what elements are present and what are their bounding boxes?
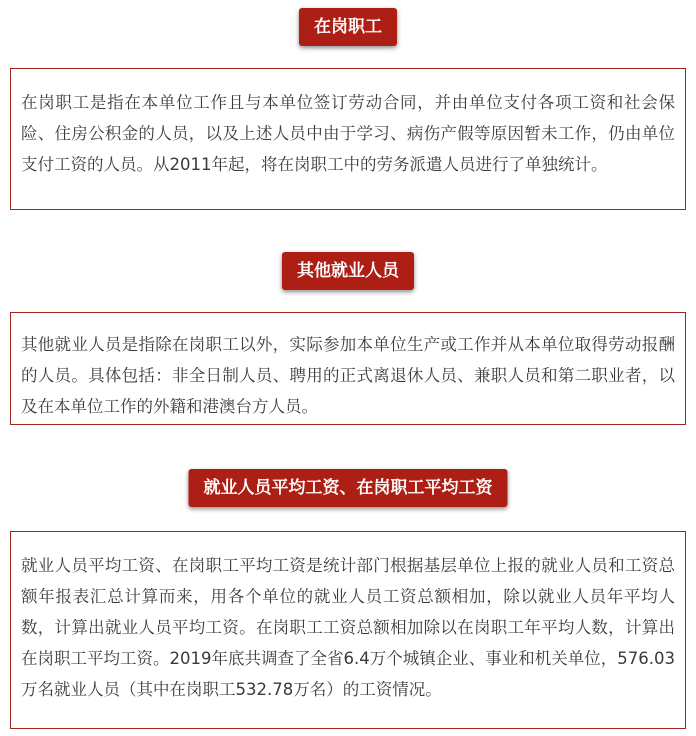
definition-box-average-wages bbox=[10, 531, 686, 729]
definition-box-on-post-employees bbox=[10, 68, 686, 210]
definition-text-average-wages: 就业人员平均工资、在岗职工平均工资是统计部门根据基层单位上报的就业人员和工资总额年报表汇总计算而来，用各个单位的就业人员工资总额相加，除以就业人员年平均人数，计算出就业人员平均工资。在岗职工工资总额相加除以在岗职工年平均人数，计算出在岗职工平均工资。2019年底共调查了全省6.4万个城镇企业、事业和机关单位，576.03万名就业人员（其中在岗职工532.78万名）的工资情况。 bbox=[21, 556, 675, 699]
section-title-average-wages: 就业人员平均工资、在岗职工平均工资 bbox=[189, 469, 508, 507]
definition-box-other-employed bbox=[10, 312, 686, 425]
section-title-on-post-employees: 在岗职工 bbox=[299, 8, 397, 46]
definition-text-on-post-employees: 在岗职工是指在本单位工作且与本单位签订劳动合同，并由单位支付各项工资和社会保险、住房公积金的人员，以及上述人员中由于学习、病伤产假等原因暂未工作，仍由单位支付工资的人员。从2011年起，将在岗职工中的劳务派遣人员进行了单独统计。 bbox=[21, 93, 675, 174]
section-title-other-employed: 其他就业人员 bbox=[282, 252, 414, 290]
definition-text-other-employed: 其他就业人员是指除在岗职工以外，实际参加本单位生产或工作并从本单位取得劳动报酬的人员。具体包括：非全日制人员、聘用的正式离退休人员、兼职人员和第二职业者，以及在本单位工作的外籍和港澳台方人员。 bbox=[21, 335, 675, 416]
